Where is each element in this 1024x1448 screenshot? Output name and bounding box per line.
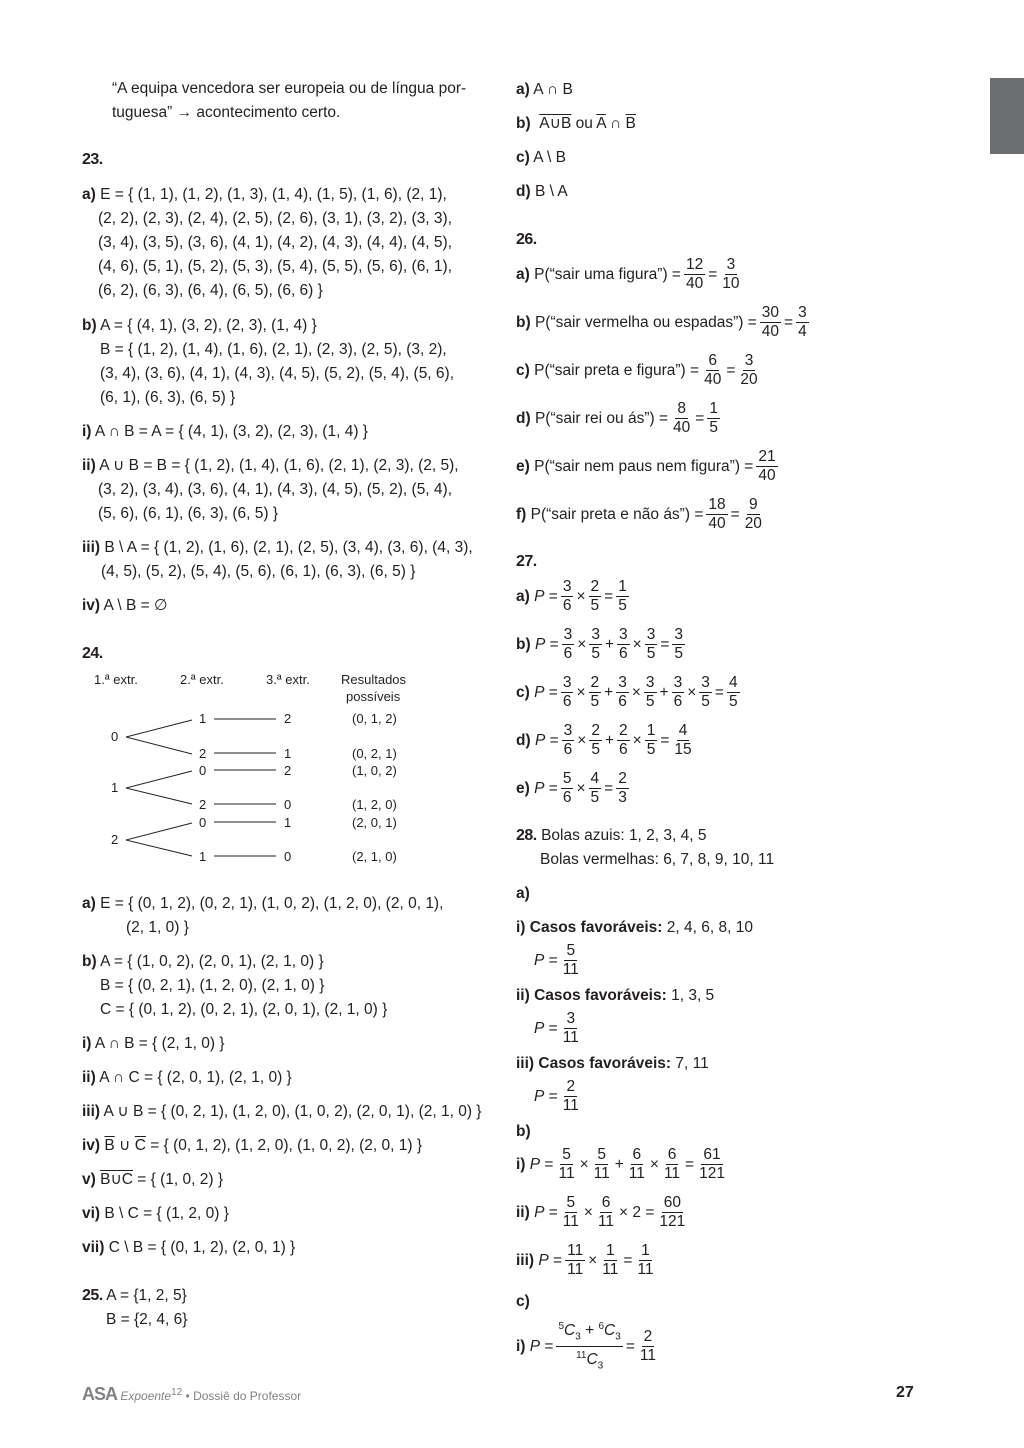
q28-a-label: a) (516, 885, 530, 902)
q27-e-label: e) (516, 780, 530, 797)
q25-a-label: a) (516, 81, 530, 98)
frac-den: 11 (562, 1097, 579, 1115)
frac-den: 20 (740, 371, 758, 389)
q28-c-i: i) P = $\frac{^5C_3 + ^6C_3}{^{11}C_3}$ = $\frac{2}{11}$ (516, 1318, 661, 1376)
q24-i (82, 1034, 225, 1054)
q25-number: 25. (82, 1287, 103, 1304)
q27-a-label: a) (516, 588, 530, 605)
q24-iv: iv) $\overline{B}$ ∪ $\overline{C}$ = { (0, 1, 2), (1, 2, 0), (1, 0, 2), (2, 0, 1) } (82, 1137, 423, 1154)
tree-node: 0 (199, 815, 207, 830)
q24-a-line: (2, 1, 0) } (126, 919, 189, 936)
q25-b-cap: ∩ (605, 115, 626, 132)
tree-node: 2 (199, 746, 207, 761)
q23-a-line: (6, 2), (6, 3), (6, 4), (6, 5), (6, 6) } (98, 282, 323, 299)
q23-iv-label: iv) (82, 597, 101, 614)
q23-ii-line: (5, 6), (6, 1), (6, 3), (6, 5) } (98, 505, 279, 522)
q26-f: f) P(“sair preta e não ás”) = $\frac{18}{40}$ = $\frac{9}{20}$ (516, 496, 762, 533)
q28-b-ii: ii) P = $\frac{5}{11}$ × $\frac{6}{11}$ × 2 = $\frac{60}{121}$ (516, 1194, 686, 1231)
q26-b-label: b) (516, 314, 531, 331)
q26-f-text: P(“sair preta e não ás”) = (530, 506, 704, 523)
q26-d: d) P(“sair rei ou ás”) = $\frac{8}{40}$ = $\frac{1}{5}$ (516, 400, 718, 437)
q24-v-text: = { (1, 0, 2) } (133, 1171, 224, 1188)
frac-num: 12 (685, 256, 704, 274)
q26-number: 26. (516, 231, 537, 248)
q28-red-balls: Bolas vermelhas: 6, 7, 8, 9, 10, 11 (540, 851, 775, 868)
q24-iii-text: A ∪ B = { (0, 2, 1), (1, 2, 0), (1, 0, 2), (2, 0, 1), (2, 1, 0) } (103, 1103, 482, 1120)
q25-b-a: $\overline{A}$ (596, 115, 606, 132)
frac-den: 40 (673, 419, 691, 437)
q26-e (516, 448, 781, 486)
q28-iii-text: 7, 11 (671, 1055, 709, 1072)
frac-den: 5 (709, 419, 718, 437)
frac-num: 18 (708, 496, 726, 514)
q27-c: c) P = $\frac{3}{6}$ × $\frac{2}{5}$ + $\frac{3}{6}$ × $\frac{3}{5}$ + $\frac{3}{6}$ × $\frac{3}{5}$ = $\frac{4}{5}$ (516, 674, 738, 711)
q25-d (516, 182, 568, 202)
q27-b-label: b) (516, 636, 531, 653)
frac-num: 8 (677, 400, 686, 418)
q24-v-label: v) (82, 1171, 96, 1188)
tree-node: 1 (111, 780, 119, 795)
q23-ii-line: A ∪ B = B = { (1, 2), (1, 4), (1, 6), (2, 1), (2, 3), (2, 5), (99, 457, 459, 474)
tree-result: (1, 2, 0) (352, 797, 397, 812)
q24-i-text: A ∩ B = { (2, 1, 0) } (94, 1035, 225, 1052)
q28-iii-bold: Casos favoráveis: (538, 1055, 672, 1072)
q24-vii (82, 1238, 295, 1258)
tree-result: (2, 1, 0) (352, 849, 397, 864)
q28-b-ii-label: ii) (516, 1204, 530, 1221)
frac-den: 11 (562, 961, 579, 979)
q23-b (82, 316, 317, 336)
q24-vi-label: vi) (82, 1205, 101, 1222)
q23-ii (82, 456, 459, 476)
q28-ii-label: ii) (516, 987, 530, 1004)
q24-ii (82, 1068, 292, 1088)
intro-line-2: tuguesa” → acontecimento certo. (112, 104, 341, 121)
frac-den: 20 (744, 515, 762, 533)
tree-result: (2, 0, 1) (352, 815, 397, 830)
tree-node: 2 (284, 763, 292, 778)
q23-b-label: b) (82, 317, 97, 334)
frac-num: 2 (566, 1078, 576, 1096)
q24-iii-label: iii) (82, 1103, 101, 1120)
q23-a-line: E = { (1, 1), (1, 2), (1, 3), (1, 4), (1, 5), (1, 6), (2, 1), (100, 186, 447, 203)
q28-blue-balls: Bolas azuis: 1, 2, 3, 4, 5 (541, 827, 707, 844)
page-number: 27 (896, 1384, 914, 1401)
q23-i (82, 422, 368, 442)
q28-b-i-label: i) (516, 1156, 526, 1173)
q24-vi-text: B \ C = { (1, 2, 0) } (104, 1205, 229, 1222)
tree-header-5: possíveis (346, 689, 401, 704)
q23-b-line: B = { (1, 2), (1, 4), (1, 6), (2, 1), (2, 3), (2, 5), (3, 2), (100, 341, 447, 358)
footer-subtitle: • Dossiê do Professor (182, 1389, 302, 1403)
q28-number: 28. (516, 827, 537, 844)
frac-num: 30 (761, 304, 780, 322)
frac-den: 40 (758, 467, 776, 485)
q28-i-bold: Casos favoráveis: (529, 919, 663, 936)
q25-a (516, 80, 573, 100)
frac-den: 10 (722, 275, 740, 293)
q26-e-label: e) (516, 458, 530, 475)
q24-a-line: E = { (0, 1, 2), (0, 2, 1), (1, 0, 2), (1, 2, 0), (2, 0, 1), (100, 895, 444, 912)
q26-c: c) P(“sair preta e figura”) = $\frac{6}{40}$ = $\frac{3}{20}$ (516, 352, 758, 389)
q24-b-line: B = { (0, 2, 1), (1, 2, 0), (2, 1, 0) } (100, 977, 325, 994)
q27-b: b) P = $\frac{3}{6}$ × $\frac{3}{5}$ + $\frac{3}{6}$ × $\frac{3}{5}$ = $\frac{3}{5}$ (516, 626, 684, 663)
q23-a-label: a) (82, 186, 96, 203)
q24-iv-label: iv) (82, 1137, 101, 1154)
q28-line-1 (516, 826, 707, 846)
q27-c-label: c) (516, 684, 530, 701)
q28-b-i: i) P = $\frac{5}{11}$ × $\frac{5}{11}$ + $\frac{6}{11}$ × $\frac{6}{11}$ = $\frac{61}{121}$ (516, 1146, 725, 1183)
tree-header-3: 3.ª extr. (266, 672, 310, 687)
tree-node: 1 (284, 815, 292, 830)
q23-iii (82, 538, 473, 558)
q24-b-label: b) (82, 953, 97, 970)
frac-num: 6 (708, 352, 718, 370)
q25-c-label: c) (516, 149, 530, 166)
book-sup: 12 (171, 1387, 183, 1398)
frac-den: 40 (685, 275, 704, 293)
q25-b-label: b) (516, 115, 531, 132)
q28-c-label: c) (516, 1293, 530, 1310)
q27-d-label: d) (516, 732, 531, 749)
frac-num: 9 (749, 496, 758, 514)
q24-a-label: a) (82, 895, 96, 912)
tree-result: (0, 1, 2) (352, 711, 397, 726)
q23-b-line: (3, 4), (3, 6), (4, 1), (4, 3), (4, 5), (5, 2), (5, 4), (5, 6), (100, 365, 455, 382)
q28-ii-bold: Casos favoráveis: (534, 987, 667, 1004)
q23-a (82, 185, 447, 205)
q26-a-text: P(“sair uma figura”) = (534, 266, 681, 283)
q26-c-label: c) (516, 362, 530, 379)
q23-a-line: (2, 2), (2, 3), (2, 4), (2, 5), (2, 6), (3, 1), (3, 2), (3, 3), (98, 210, 453, 227)
q28-iii-label: iii) (516, 1055, 535, 1072)
q26-b-text: P(“sair vermelha ou espadas”) = (534, 314, 757, 331)
q23-i-text: A ∩ B = A = { (4, 1), (3, 2), (2, 3), (1, 4) } (94, 423, 368, 440)
q28-i-label: i) (516, 919, 526, 936)
q28-b-iii: iii) P = $\frac{11}{11}$ × $\frac{1}{11}$ = $\frac{1}{11}$ (516, 1242, 654, 1279)
q23-iii-line: B \ A = { (1, 2), (1, 6), (2, 1), (2, 5), (3, 4), (3, 6), (4, 3), (104, 539, 473, 556)
book-title: Expoente (120, 1389, 172, 1403)
q24-iii (82, 1102, 481, 1122)
q23-iii-label: iii) (82, 539, 101, 556)
q25-b-b: $\overline{B}$ (625, 115, 636, 132)
q28-ii-text: 1, 3, 5 (666, 987, 715, 1004)
q23-b-line: (6, 1), (6, 3), (6, 5) } (100, 389, 236, 406)
q26-d-text: P(“sair rei ou ás”) = (534, 410, 669, 427)
q24-v: v) B∪C = { (1, 0, 2) } (82, 1171, 224, 1188)
tree-node: 2 (111, 832, 119, 847)
q24-number: 24. (82, 645, 103, 662)
q27-a: a) P = $\frac{3}{6}$ × $\frac{2}{5}$ = $\frac{1}{5}$ (516, 578, 627, 615)
q27-d: d) P = $\frac{3}{6}$ × $\frac{2}{5}$ + $\frac{2}{6}$ × $\frac{1}{5}$ = $\frac{4}{15}$ (516, 722, 692, 759)
q26-a-label: a) (516, 266, 530, 283)
q24-iv-text: = { (0, 1, 2), (1, 2, 0), (1, 0, 2), (2, 0, 1) } (145, 1137, 423, 1154)
q25-d-label: d) (516, 183, 531, 200)
tree-branches (82, 670, 382, 870)
page-side-tab (990, 78, 1024, 154)
q28-a-i (516, 918, 753, 938)
q24-b-line: C = { (0, 1, 2), (0, 2, 1), (2, 0, 1), (2, 1, 0) } (100, 1001, 388, 1018)
q25-d-text: B \ A (534, 183, 568, 200)
q25-c-text: A \ B (533, 149, 566, 166)
q23-iv-text: A \ B = ∅ (103, 597, 168, 614)
q24-vii-label: vii) (82, 1239, 105, 1256)
q26-d-label: d) (516, 410, 531, 427)
q26-a: a) P(“sair uma figura”) = $\frac{12}{40}$ = $\frac{3}{10}$ (516, 256, 740, 293)
q28-a-ii-prob: P = $\frac{3}{11}$ (534, 1010, 579, 1047)
frac-den: 40 (708, 515, 726, 533)
q23-b-line: A = { (4, 1), (3, 2), (2, 3), (1, 4) } (100, 317, 317, 334)
tree-header-2: 2.ª extr. (180, 672, 224, 687)
q28-a-ii (516, 986, 714, 1006)
q27-number: 27. (516, 553, 537, 570)
q26-b: b) P(“sair vermelha ou espadas”) = $\frac{30}{40}$ = $\frac{3}{4}$ (516, 304, 807, 341)
q23-a-line: (3, 4), (3, 5), (3, 6), (4, 1), (4, 2), (4, 3), (4, 4), (4, 5), (98, 234, 453, 251)
q24-ii-label: ii) (82, 1069, 96, 1086)
q25-b-mid: ou (571, 115, 597, 132)
frac-num: 3 (798, 304, 807, 322)
q28-a-iii-prob: P = $\frac{2}{11}$ (534, 1078, 579, 1115)
q25-a-text: A ∩ B (533, 81, 573, 98)
frac-num: 21 (758, 448, 776, 466)
q25-b (516, 114, 636, 134)
q23-ii-label: ii) (82, 457, 96, 474)
frac-num: 3 (726, 256, 736, 274)
q23-iii-line: (4, 5), (5, 2), (5, 4), (5, 6), (6, 1), (6, 3), (6, 5) } (101, 563, 416, 580)
q24-i-label: i) (82, 1035, 92, 1052)
tree-header-1: 1.ª extr. (94, 672, 138, 687)
q26-c-text: P(“sair preta e figura”) = (534, 362, 700, 379)
tree-node: 0 (284, 849, 292, 864)
q28-b-label: b) (516, 1123, 531, 1140)
q26-f-label: f) (516, 506, 527, 523)
q24-ii-text: A ∩ C = { (2, 0, 1), (2, 1, 0) } (99, 1069, 292, 1086)
tree-node: 1 (199, 849, 207, 864)
tree-node: 1 (284, 746, 292, 761)
tree-node: 1 (199, 711, 207, 726)
tree-header-4: Resultados (341, 672, 407, 687)
frac-num: 5 (566, 942, 576, 960)
q28-c-i-label: i) (516, 1337, 526, 1355)
tree-result: (0, 2, 1) (352, 746, 397, 761)
q27-e: e) P = $\frac{5}{6}$ × $\frac{4}{5}$ = $\frac{2}{3}$ (516, 770, 627, 807)
frac-num: 3 (744, 352, 754, 370)
q26-e-text: P(“sair nem paus nem figura”) = (534, 458, 754, 475)
q23-i-label: i) (82, 423, 92, 440)
footer-brand (82, 1384, 301, 1405)
q24-a (82, 894, 443, 914)
tree-node: 0 (199, 763, 207, 778)
q28-a-iii (516, 1054, 709, 1074)
asa-logo: ASA (82, 1384, 118, 1404)
q24-vi (82, 1204, 229, 1224)
frac-num: 3 (566, 1010, 576, 1028)
q24-b (82, 952, 324, 972)
tree-node: 2 (284, 711, 292, 726)
frac-den: 11 (562, 1029, 579, 1047)
frac-den: 40 (761, 323, 780, 341)
q25-b-union: A∪B (539, 115, 572, 132)
frac-den: 40 (704, 371, 722, 389)
tree-result: (1, 0, 2) (352, 763, 397, 778)
frac-den: 4 (798, 323, 807, 341)
q24-vii-text: C \ B = { (0, 1, 2), (2, 0, 1) } (108, 1239, 296, 1256)
q24-b-line: A = { (1, 0, 2), (2, 0, 1), (2, 1, 0) } (100, 953, 324, 970)
tree-node: 0 (111, 729, 119, 744)
q25-c (516, 148, 566, 168)
q23-a-line: (4, 6), (5, 1), (5, 2), (5, 3), (5, 4), (5, 5), (5, 6), (6, 1), (98, 258, 453, 275)
q28-b-iii-label: iii) (516, 1252, 535, 1269)
q25 (82, 1286, 187, 1306)
q25-line: A = {1, 2, 5} (106, 1287, 187, 1304)
q23-number: 23. (82, 151, 103, 168)
tree-node: 2 (199, 797, 207, 812)
q28-a-i-prob: P = $\frac{5}{11}$ (534, 942, 579, 979)
q25-line: B = {2, 4, 6} (106, 1311, 188, 1328)
intro-line-1: “A equipa vencedora ser europeia ou de língua por- (112, 80, 467, 97)
q23-ii-line: (3, 2), (3, 4), (3, 6), (4, 1), (4, 3), (4, 5), (5, 2), (5, 4), (98, 481, 453, 498)
q28-i-text: 2, 4, 6, 8, 10 (662, 919, 753, 936)
tree-node: 0 (284, 797, 292, 812)
q23-iv (82, 596, 167, 616)
frac-num: 1 (709, 400, 718, 418)
